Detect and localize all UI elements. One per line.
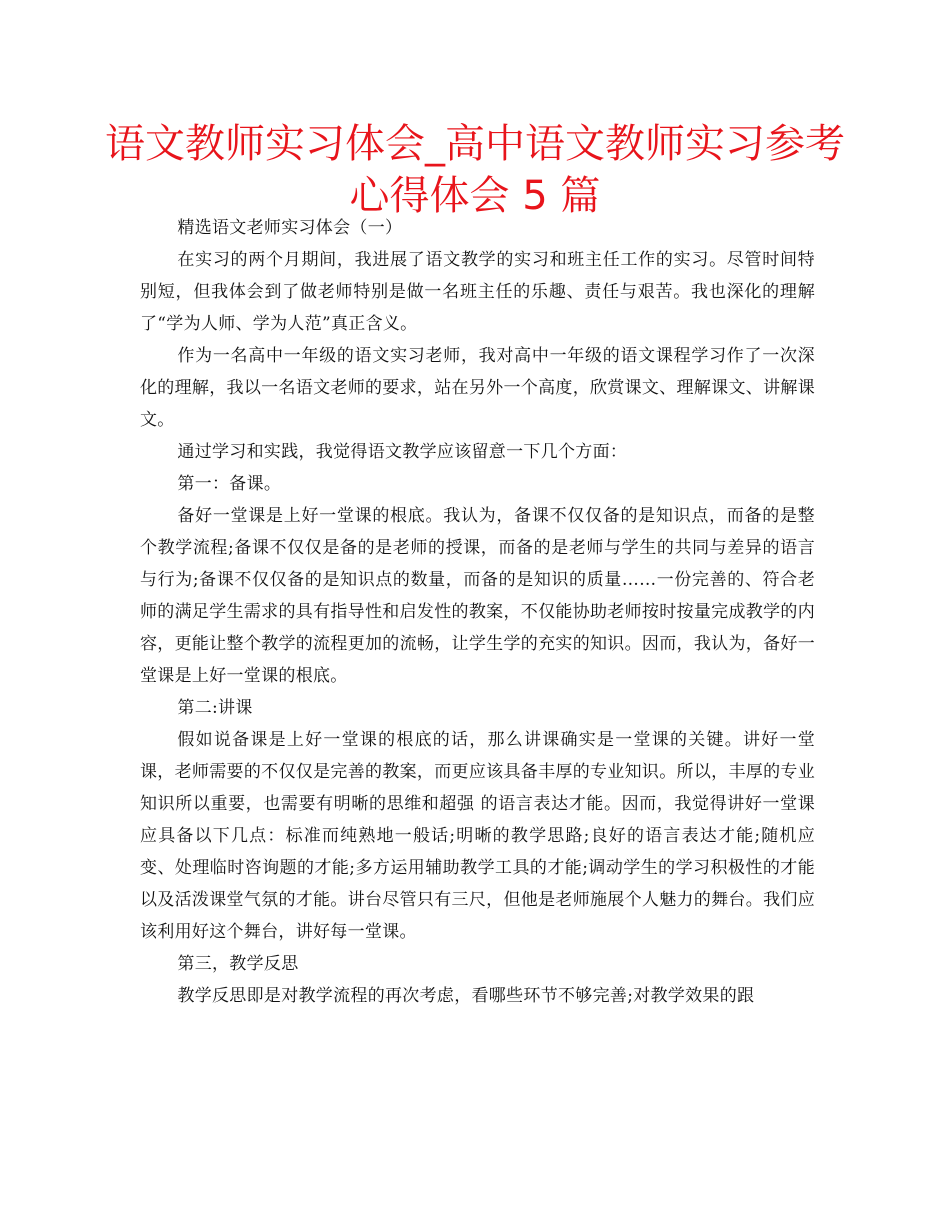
subheading-prepare-lesson: 第一：备课。 <box>177 474 282 494</box>
paragraph: 作为一名高中一年级的语文实习老师，我对高中一年级的语文课程学习作了一次深化的理解，我以一名语文老师的要求，站在另外一个高度，欣赏课文、理解课文、讲解课文。 <box>140 346 815 430</box>
paragraph: 在实习的两个月期间，我进展了语文教学的实习和班主任工作的实习。尽管时间特别短，但我体会到了做老师特别是做一名班主任的乐趣、责任与艰苦。我也深化的理解了“学为人师、学为人范”真正含义。 <box>140 250 815 334</box>
document-title <box>100 118 850 222</box>
title-line-2: 心得体会 5 篇 <box>349 173 601 219</box>
section-heading-1: 精选语文老师实习体会（一） <box>177 218 403 238</box>
paragraph: 假如说备课是上好一堂课的根底的话，那么讲课确实是一堂课的关键。讲好一堂课，老师需要的不仅仅是完善的教案，而更应该具备丰厚的专业知识。所以，丰厚的专业知识所以重要，也需要有明晰的思维和超强 的语言表达才能。因而，我觉得讲好一堂课应具备以下几点：标准而纯熟地一般话;明晰的教学思路;良好的语言表达才能;随机应变、处理临时咨询题的才能;多方运用辅助教学工具的才能;调动学生的学习积极性的才能以及活泼课堂气氛的才能。讲台尽管只有三尺，但他是老师施展个人魅力的舞台。我们应该利用好这个舞台，讲好每一堂课。 <box>140 730 815 942</box>
subheading-teaching: 第二:讲课 <box>177 698 253 718</box>
paragraph: 通过学习和实践，我觉得语文教学应该留意一下几个方面： <box>177 442 628 462</box>
title-line-1: 语文教师实习体会_高中语文教师实习参考 <box>105 121 845 167</box>
paragraph: 备好一堂课是上好一堂课的根底。我认为，备课不仅仅备的是知识点，而备的是整个教学流程;备课不仅仅是备的是老师的授课，而备的是老师与学生的共同与差异的语言与行为;备课不仅仅备的是知识点的数量，而备的是知识的质量……一份完善的、符合老师的满足学生需求的具有指导性和启发性的教案，不仅能协助老师按时按量完成教学的内容，更能让整个教学的流程更加的流畅，让学生学的充实的知识。因而，我认为，备好一堂课是上好一堂课的根底。 <box>140 506 815 686</box>
document-body <box>140 212 815 1012</box>
paragraph: 教学反思即是对教学流程的再次考虑，看哪些环节不够完善;对教学效果的跟 <box>177 986 755 1006</box>
subheading-reflection: 第三，教学反思 <box>177 954 299 974</box>
